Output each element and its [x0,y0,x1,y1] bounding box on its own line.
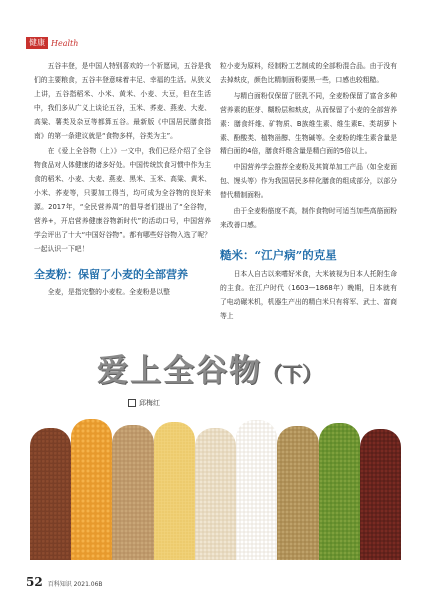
mung-beans-icon [319,423,360,560]
paragraph: 日本人自古以来嗜好米食，大米被视为日本人托附生命的主食。在江户时代（1603—1868年）晚期，日本就有了电动碾米机，机器生产出的精白米只有将军、武士、富商等上 [220,269,397,320]
oats-icon [112,425,153,560]
magazine-issue: 百科知识 2021.06B [47,581,103,588]
article-title-suffix: （下） [262,362,322,386]
corn-kernels-icon [71,419,112,560]
millet-icon [154,422,195,560]
barley-icon [195,428,236,560]
article-title [97,345,322,390]
page-footer [26,575,103,589]
right-column [220,60,397,324]
section-heading-rice: 糙米：“江户病”的克星 [220,247,337,262]
article-title-area [0,344,427,416]
section-tag: 健康 [26,37,48,49]
red-rice-icon [30,428,71,560]
paragraph: 全麦，是指完整的小麦粒。全麦粉是以整 [47,287,170,296]
red-beans-icon [360,429,401,560]
section-header [26,36,78,50]
paragraph: 粒小麦为原料，经制粉工艺制成的全部粉混合品。由于没有去掉麸皮，颜色比精制面粉要黑一些，口感也较粗糙。 [220,62,397,84]
page-number: 52 [26,575,43,589]
paragraph: 与精白面粉仅保留了胚乳不同，全麦粉保留了富含多种营养素的胚芽、糊粉层和麸皮，从而保留了小麦的全部营养素：膳食纤维、矿物质、B族维生素、维生素E、类胡萝卜素、酚酸类、植物甾醇、生物碱等。全麦粉的维生素含量是精白面的4倍，膳食纤维含量是精白面的5倍以上。 [220,91,397,156]
author-name: 邱梅红 [139,399,160,407]
paragraph: 五谷丰登，是中国人特别喜欢的一个祈愿词，五谷是我们的主要粮食，五谷丰登意味着丰足、幸福的生活。从狭义上讲，五谷指稻米、小米、黄米、小麦、大豆，但在生活中，我们多从广义上谈论五谷，玉米、荞麦、燕麦、大麦、高粱、薯类及杂豆等都算五谷。最新版《中国居民膳食指南》的第一条建议就是“食物多样，谷类为主”。 [34,62,211,140]
article-title-main: 爱上全谷物 [97,353,262,389]
white-rice-icon [236,420,277,560]
section-english-label: Health [51,38,79,48]
paragraph: 由于全麦粉筋度不高，制作食物时可适当加些高筋面粉来改善口感。 [220,207,397,229]
author-box-icon [128,399,136,407]
grains-photo [30,416,401,560]
left-column [34,60,211,300]
paragraph: 中国营养学会推荐全麦粉及其简单加工产品（如全麦面包、馒头等）作为我国居民多样化膳食的组成部分，以部分替代精制面粉。 [220,163,397,200]
section-heading-wheat: 全麦粉：保留了小麦的全部营养 [34,267,188,281]
paragraph: 在《爱上全谷物（上）》一文中，我们已经介绍了全谷物食品对人体健康的诸多好处。中国传统饮食习惯中作为主食的稻米、小麦、大麦、燕麦、黑米、玉米、高粱、黄米、小米、荞麦等，只要加工得当，均可成为全谷物的良好来源。2017年，“全民营养周”的倡导者们提出了“全谷物，营养+，开启营养健康谷物新时代”的活动口号，中国营养学会评出了十大“中国好谷物”。都有哪些好谷物入选了呢？一起认识一下吧！ [34,147,211,253]
author-line [128,398,160,408]
buckwheat-icon [277,426,318,560]
